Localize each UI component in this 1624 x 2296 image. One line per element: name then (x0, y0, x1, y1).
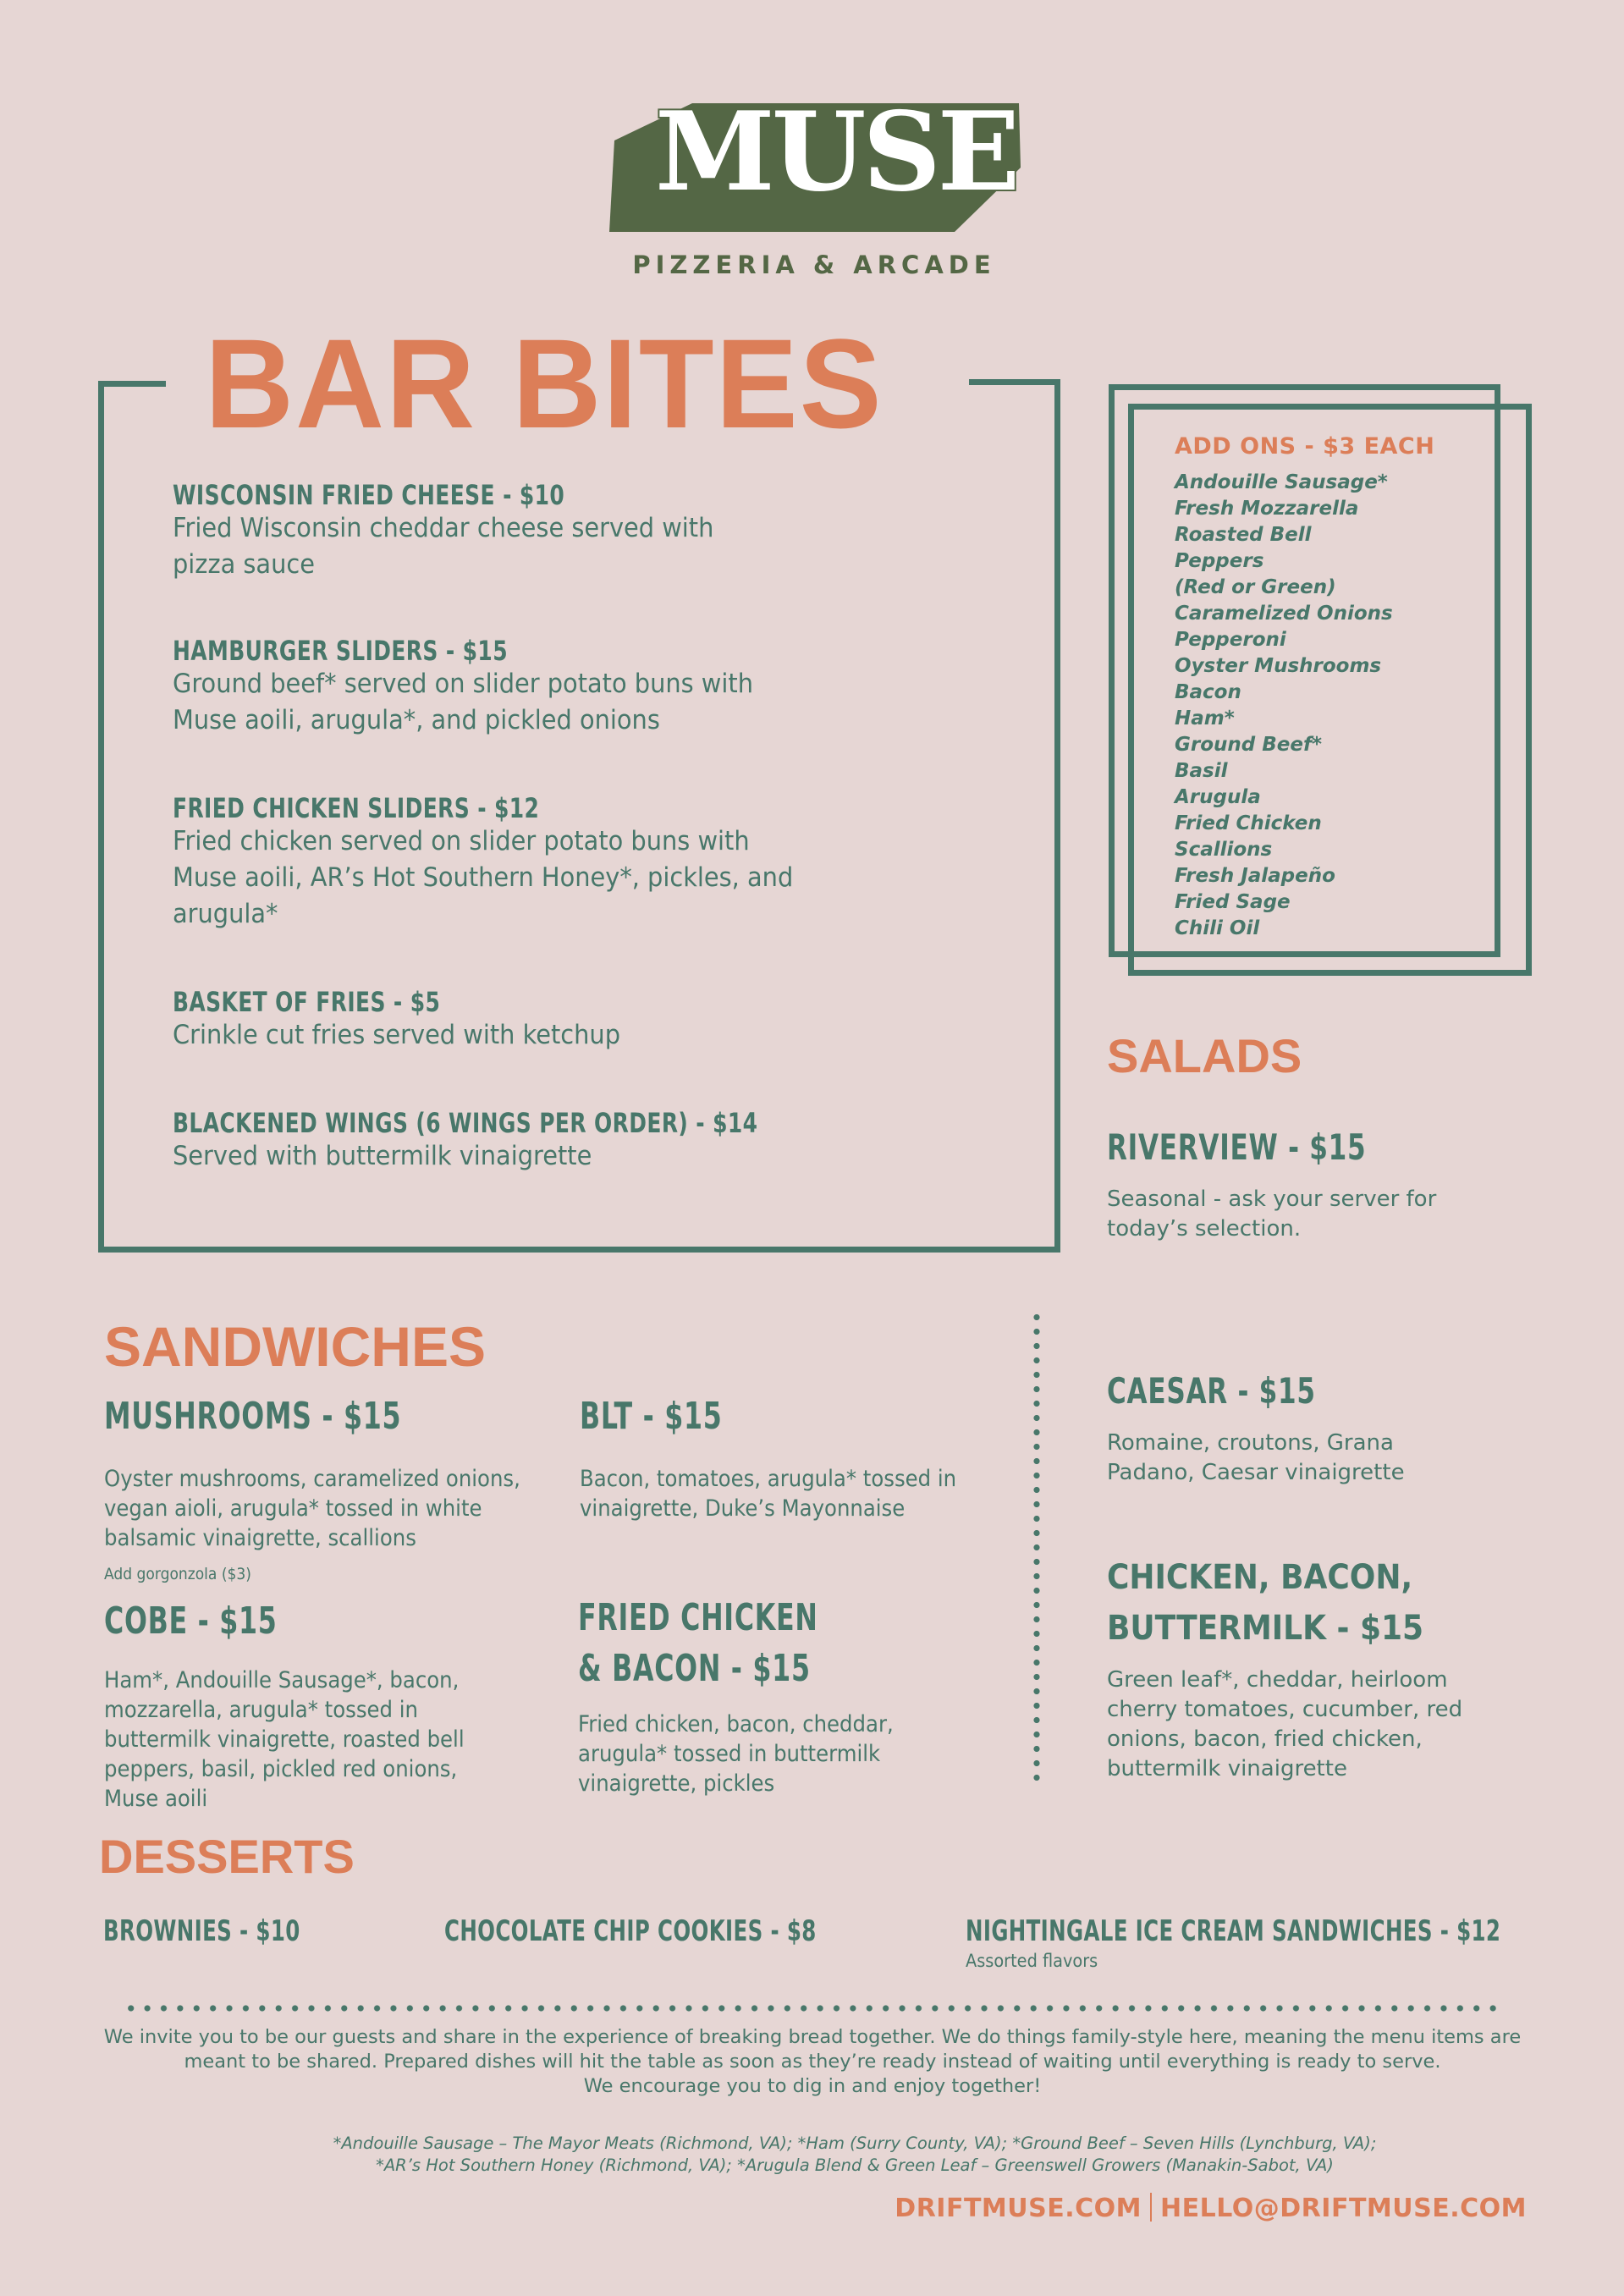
menu-item (173, 481, 1002, 583)
bar-bites-title: BAR BITES (205, 312, 884, 454)
add-on-item: Andouille Sausage* (1175, 471, 1388, 493)
item-name: FRIED CHICKEN & BACON - $15 (578, 1596, 818, 1690)
item-description: Oyster mushrooms, caramelized onions, vegan aioli, arugula* tossed in white balsamic vinaigrette, scallions (104, 1466, 520, 1551)
salad-item (1107, 1552, 1547, 1784)
add-ons-title: ADD ONS - $3 EACH (1175, 433, 1435, 460)
item-description: Ham*, Andouille Sausage*, bacon, mozzarella, arugula* tossed in buttermilk vinaigrette, roasted bell peppers, basil, pickled red onions, Muse aoili (104, 1667, 465, 1812)
sandwich-item (104, 1596, 544, 1814)
logo-tagline: PIZZERIA & ARCADE (632, 251, 996, 279)
item-description: Seasonal - ask your server for today’s selection. (1107, 1187, 1437, 1242)
add-on-item: Chili Oil (1175, 917, 1260, 939)
invite-line: We encourage you to dig in and enjoy together! (583, 2075, 1042, 2097)
add-on-item: Fried Chicken (1175, 812, 1322, 834)
item-name: RIVERVIEW - $15 (1107, 1126, 1367, 1168)
add-on-item: Ground Beef* (1175, 734, 1323, 756)
add-on-item: Basil (1175, 760, 1228, 782)
add-on-item: Oyster Mushrooms (1175, 655, 1382, 677)
invite-message (85, 2025, 1540, 2099)
dessert-item (966, 1916, 1624, 1971)
add-on-item: Caramelized Onions (1175, 603, 1393, 625)
add-on-item: Arugula (1175, 786, 1261, 808)
frame-top-left-segment (98, 381, 166, 387)
invite-line: We invite you to be our guests and share in the experience of breaking bread together. We do things family-style here, meaning the menu items are (103, 2026, 1522, 2048)
item-name: WISCONSIN FRIED CHEESE - $10 (173, 479, 565, 511)
add-on-item: Fresh Jalapeño (1175, 865, 1335, 887)
salads-title: SALADS (1107, 1029, 1302, 1082)
desserts-title: DESSERTS (99, 1830, 355, 1883)
menu-item (173, 636, 1002, 739)
item-description: Fried chicken served on slider potato buns with Muse aoili, AR’s Hot Southern Honey*, pickles, and arugula* (173, 826, 794, 930)
menu-item (173, 794, 1002, 933)
item-name: HAMBURGER SLIDERS - $15 (173, 635, 508, 667)
item-description: Crinkle cut fries served with ketchup (173, 1020, 621, 1051)
sandwich-item (578, 1593, 1018, 1798)
item-description: Served with buttermilk vinaigrette (173, 1141, 592, 1172)
sandwiches-title: SANDWICHES (104, 1315, 487, 1378)
item-note: Assorted flavors (966, 1951, 1098, 1972)
add-on-item: Fried Sage (1175, 891, 1291, 913)
item-description: Fried chicken, bacon, cheddar, arugula* tossed in buttermilk vinaigrette, pickles (578, 1711, 894, 1797)
source-line: *AR’s Hot Southern Honey (Richmond, VA); *Arugula Blend & Green Leaf – Greenswell Growers (Manakin-Sabot, VA) (376, 2156, 1334, 2175)
item-name: CHICKEN, BACON, BUTTERMILK - $15 (1107, 1558, 1424, 1648)
vertical-dotted-divider (1033, 1310, 1040, 1787)
add-on-item: Bacon (1175, 681, 1241, 703)
email-link[interactable]: HELLO@DRIFTMUSE.COM (1160, 2194, 1527, 2223)
logo-wordmark: MUSE (655, 89, 1017, 216)
horizontal-dotted-divider (123, 2005, 1502, 2012)
item-name: COBE - $15 (104, 1599, 278, 1643)
invite-line: meant to be shared. Prepared dishes will hit the table as soon as they’re ready instead of waiting until everything is ready to serve. (184, 2051, 1441, 2073)
muse-logo (608, 89, 1022, 232)
sandwich-item (580, 1391, 1020, 1523)
contact-line (895, 2193, 1527, 2223)
item-name: BLACKENED WINGS (6 WINGS PER ORDER) - $14 (173, 1107, 758, 1139)
add-on-item: Pepperoni (1175, 629, 1286, 651)
item-name: MUSHROOMS - $15 (104, 1395, 402, 1438)
source-line: *Andouille Sausage – The Mayor Meats (Richmond, VA); *Ham (Surry County, VA); *Ground Beef – Seven Hills (Lynchburg, VA); (333, 2134, 1377, 2153)
dessert-item (444, 1916, 961, 1947)
frame-top-right-segment (969, 379, 1060, 385)
sourcing-notes (254, 2133, 1456, 2177)
menu-item (173, 988, 1002, 1054)
add-on-item: (Red or Green) (1175, 576, 1336, 598)
item-note: Add gorgonzola ($3) (104, 1565, 251, 1583)
sandwich-item (104, 1391, 544, 1583)
item-description: Bacon, tomatoes, arugula* tossed in vinaigrette, Duke’s Mayonnaise (580, 1466, 957, 1522)
item-description: Ground beef* served on slider potato buns with Muse aoili, arugula*, and pickled onions (173, 669, 753, 736)
add-on-item: Roasted Bell (1175, 524, 1312, 546)
item-name: NIGHTINGALE ICE CREAM SANDWICHES - $12 (966, 1914, 1501, 1948)
item-name: FRIED CHICKEN SLIDERS - $12 (173, 792, 540, 824)
item-name: BASKET OF FRIES - $5 (173, 986, 441, 1018)
item-name: CAESAR - $15 (1107, 1370, 1316, 1412)
item-name: BROWNIES - $10 (103, 1914, 300, 1948)
item-name: CHOCOLATE CHIP COOKIES - $8 (444, 1914, 817, 1948)
dessert-item (103, 1916, 377, 1947)
add-on-item: Ham* (1175, 708, 1235, 730)
item-description: Romaine, croutons, Grana Padano, Caesar vinaigrette (1107, 1430, 1405, 1485)
item-description: Fried Wisconsin cheddar cheese served with pizza sauce (173, 513, 714, 581)
add-on-item: Scallions (1175, 839, 1273, 861)
salad-item (1107, 1122, 1547, 1244)
item-description: Green leaf*, cheddar, heirloom cherry tomatoes, cucumber, red onions, bacon, fried chicken, buttermilk vinaigrette (1107, 1667, 1463, 1781)
add-on-item: Peppers (1175, 550, 1264, 572)
separator (1150, 2193, 1152, 2222)
menu-item (173, 1109, 1002, 1175)
add-on-item: Fresh Mozzarella (1175, 498, 1359, 520)
website-link[interactable]: DRIFTMUSE.COM (895, 2194, 1142, 2223)
item-name: BLT - $15 (580, 1395, 723, 1438)
add-ons-list (1175, 470, 1393, 942)
salad-item (1107, 1366, 1547, 1488)
